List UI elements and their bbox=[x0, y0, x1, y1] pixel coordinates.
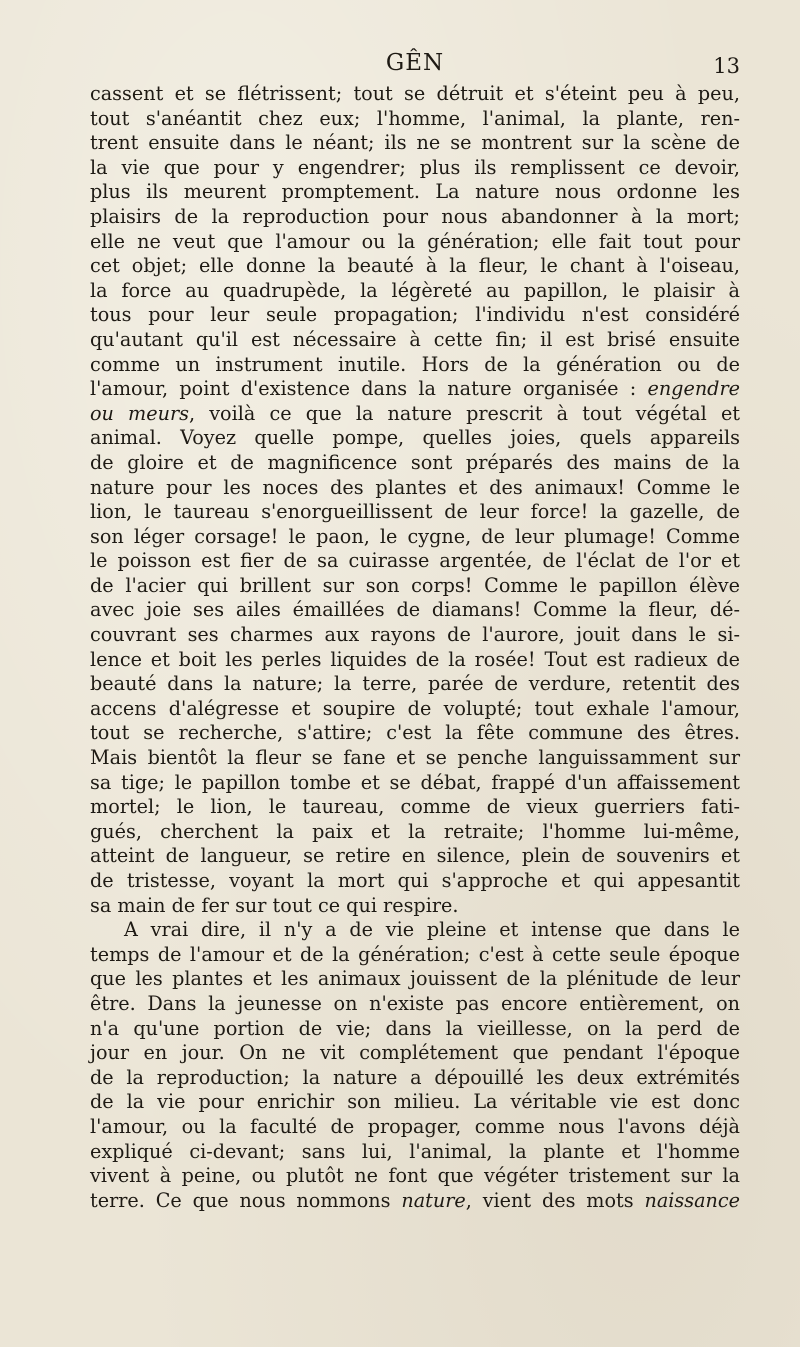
text-line-45: vivent à peine, ou plutôt ne font que végéter tristement sur la bbox=[90, 1164, 740, 1188]
text-line-6: plaisirs de la reproduction pour nous abandonner à la mort; bbox=[90, 204, 740, 228]
text-line-26: accens d'alégresse et soupire de volupté; tout exhale l'amour, bbox=[90, 696, 740, 720]
text-line-21: de l'acier qui brillent sur son corps! Comme le papillon élève bbox=[90, 573, 740, 597]
text-line-46 bbox=[90, 1189, 740, 1214]
text-line-38: être. Dans la jeunesse on n'existe pas encore entièrement, on bbox=[90, 991, 740, 1015]
text-line-2: tout s'anéantit chez eux; l'homme, l'animal, la plante, ren- bbox=[90, 106, 740, 130]
text-line-25: beauté dans la nature; la terre, parée de verdure, retentit des bbox=[90, 672, 740, 696]
text-line-11: qu'autant qu'il est nécessaire à cette fin; il est brisé ensuite bbox=[90, 327, 740, 351]
text-line-37: que les plantes et les animaux jouissent de la plénitude de leur bbox=[90, 967, 740, 991]
text-line-44: expliqué ci-devant; sans lui, l'animal, la plante et l'homme bbox=[90, 1139, 740, 1163]
text-line-3: trent ensuite dans le néant; ils ne se montrent sur la scène de bbox=[90, 131, 740, 155]
text-line-16: de gloire et de magnificence sont préparés des mains de la bbox=[90, 450, 740, 474]
text-line-19: son léger corsage! le paon, le cygne, de leur plumage! Comme bbox=[90, 524, 740, 548]
text-line-40: jour en jour. On ne vit complétement que pendant l'époque bbox=[90, 1041, 740, 1065]
text-line-15: animal. Voyez quelle pompe, quelles joies, quels appareils bbox=[90, 426, 740, 450]
text-line-33: de tristesse, voyant la mort qui s'approche et qui appesantit bbox=[90, 869, 740, 892]
text-line-27: tout se recherche, s'attire; c'est la fête commune des êtres. bbox=[90, 721, 740, 745]
page-header bbox=[90, 48, 740, 82]
text-line-34: sa main de fer sur tout ce qui respire. bbox=[90, 893, 459, 917]
text-line-7: elle ne veut que l'amour ou la génération; elle fait tout pour bbox=[90, 229, 740, 253]
text-line-23: couvrant ses charmes aux rayons de l'aurore, jouit dans le si- bbox=[90, 623, 740, 647]
text-line-36: temps de l'amour et de la génération; c'est à cette seule époque bbox=[90, 942, 740, 966]
text-line-41: de la reproduction; la nature a dépouillé les deux extrémités bbox=[90, 1065, 740, 1089]
text-line-12: comme un instrument inutile. Hors de la génération ou de bbox=[90, 352, 740, 376]
body-text bbox=[90, 82, 740, 1213]
text-line-31: gués, cherchent la paix et la retraite; l'homme lui-même, bbox=[90, 819, 740, 843]
text-line-10: tous pour leur seule propagation; l'individu n'est considéré bbox=[90, 303, 740, 327]
text-line-8: cet objet; elle donne la beauté à la fleur, le chant à l'oiseau, bbox=[90, 254, 740, 278]
italic-naissance: naissance bbox=[644, 1188, 740, 1212]
italic-ou-meurs: ou meurs bbox=[90, 401, 189, 425]
text-line-1: cassent et se flétrissent; tout se détruit et s'éteint peu à peu, bbox=[90, 82, 740, 105]
text-line-39: n'a qu'une portion de vie; dans la vieillesse, on la perd de bbox=[90, 1016, 740, 1040]
italic-nature: nature bbox=[401, 1188, 466, 1212]
text-line-30: mortel; le lion, le taureau, comme de vieux guerriers fati- bbox=[90, 795, 740, 819]
text-line-17: nature pour les noces des plantes et des animaux! Comme le bbox=[90, 475, 740, 499]
text-line-4: la vie que pour y engendrer; plus ils remplissent ce devoir, bbox=[90, 155, 740, 179]
text-line-14-roman: , voilà ce que la nature prescrit à tout végétal et bbox=[188, 401, 741, 425]
text-line-14 bbox=[90, 402, 740, 427]
text-line-22: avec joie ses ailes émaillées de diamans! Comme la fleur, dé- bbox=[90, 598, 740, 622]
text-line-18: lion, le taureau s'enorgueillissent de leur force! la gazelle, de bbox=[90, 500, 740, 524]
text-line-42: de la vie pour enrichir son milieu. La véritable vie est donc bbox=[90, 1090, 740, 1114]
text-line-43: l'amour, ou la faculté de propager, comme nous l'avons déjà bbox=[90, 1114, 740, 1138]
text-line-46-roman-a: terre. Ce que nous nommons bbox=[90, 1188, 391, 1212]
text-line-24: lence et boit les perles liquides de la rosée! Tout est radieux de bbox=[90, 647, 740, 671]
text-line-9: la force au quadrupède, la légèreté au papillon, le plaisir à bbox=[90, 278, 740, 302]
italic-engendre: engendre bbox=[647, 377, 740, 401]
text-line-28: Mais bientôt la fleur se fane et se penche languissamment sur bbox=[90, 746, 740, 770]
text-line-35: A vrai dire, il n'y a de vie pleine et intense que dans le bbox=[124, 918, 740, 942]
text-line-32: atteint de langueur, se retire en silence, plein de souvenirs et bbox=[90, 844, 740, 868]
text-line-5: plus ils meurent promptement. La nature nous ordonne les bbox=[90, 180, 740, 204]
text-line-20: le poisson est fier de sa cuirasse argentée, de l'éclat de l'or et bbox=[90, 549, 740, 573]
text-line-46-roman-b: , vient des mots bbox=[465, 1188, 634, 1212]
text-line-29: sa tige; le papillon tombe et se débat, frappé d'un affaissement bbox=[90, 770, 740, 794]
running-title: GÊN bbox=[385, 50, 445, 76]
text-line-13-roman: l'amour, point d'existence dans la nature organisée : bbox=[90, 377, 637, 401]
page-number: 13 bbox=[713, 54, 740, 78]
text-line-13 bbox=[90, 377, 740, 402]
